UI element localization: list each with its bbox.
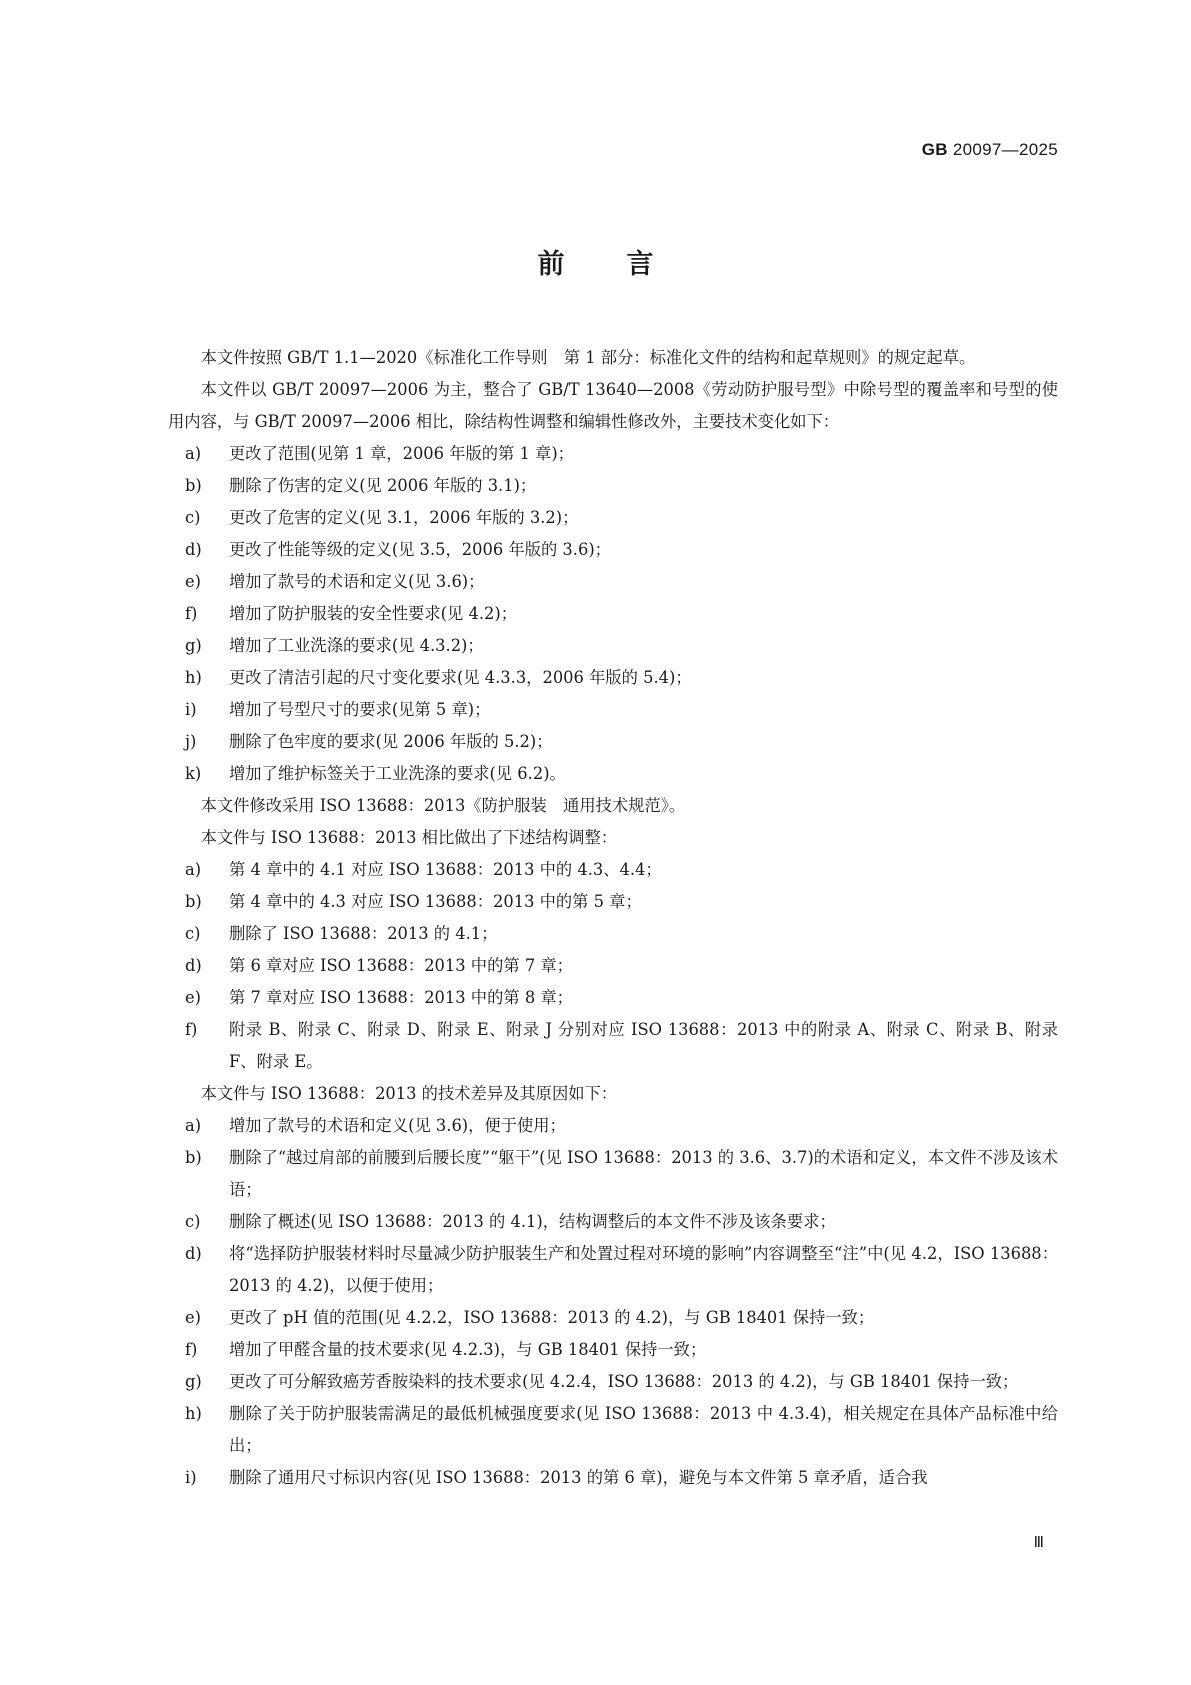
list-item: i) 删除了通用尺寸标识内容(见 ISO 13688：2013 的第 6 章)，避免与本文件第 5 章矛盾，适合我 — [185, 1468, 928, 1487]
structure-list — [168, 854, 1058, 1078]
intro-paragraph: 本文件以 GB/T 20097—2006 为主，整合了 GB/T 13640—2008《劳动防护服号型》中除号型的覆盖率和号型的使用内容，与 GB/T 20097—2006 相比，除结构性调整和编辑性修改外，主要技术变化如下： — [168, 380, 1058, 431]
list-item: d) 更改了性能等级的定义(见 3.5，2006 年版的 3.6)； — [185, 540, 611, 559]
page-title: 前言 — [537, 249, 716, 280]
list-item: j) 删除了色牢度的要求(见 2006 年版的 5.2)； — [185, 732, 553, 751]
technical-differences-list — [168, 1110, 1058, 1494]
page-number: Ⅲ — [1033, 1535, 1044, 1551]
changes-list — [168, 438, 1058, 790]
list-item: a) 增加了款号的术语和定义(见 3.6)，便于使用； — [185, 1116, 566, 1135]
list-item: e) 更改了 pH 值的范围(见 4.2.2，ISO 13688：2013 的 4.2)，与 GB 18401 保持一致； — [185, 1308, 875, 1327]
intro-paragraph: 本文件按照 GB/T 1.1—2020《标准化工作导则 第 1 部分：标准化文件的结构和起草规则》的规定起草。 — [200, 348, 976, 367]
list-item: e) 第 7 章对应 ISO 13688：2013 中的第 8 章； — [185, 988, 573, 1007]
adoption-statement: 本文件修改采用 ISO 13688：2013《防护服装 通用技术规范》。 — [200, 796, 686, 815]
list-item: h) 更改了清洁引起的尺寸变化要求(见 4.3.3，2006 年版的 5.4)； — [185, 668, 692, 687]
list-item: h) 删除了关于防护服装需满足的最低机械强度要求(见 ISO 13688：2013 中 4.3.4)，相关规定在具体产品标准中给出； — [185, 1404, 1058, 1455]
list-item: c) 删除了概述(见 ISO 13688：2013 的 4.1)，结构调整后的本文件不涉及该条要求； — [185, 1212, 836, 1231]
list-item: k) 增加了维护标签关于工业洗涤的要求(见 6.2)。 — [185, 764, 566, 783]
document-code — [922, 140, 1058, 160]
foreword-body — [168, 342, 1058, 1494]
list-item: b) 第 4 章中的 4.3 对应 ISO 13688：2013 中的第 5 章； — [185, 892, 642, 911]
list-item: a) 第 4 章中的 4.1 对应 ISO 13688：2013 中的 4.3、4.4； — [185, 860, 662, 879]
list-item: d) 第 6 章对应 ISO 13688：2013 中的第 7 章； — [185, 956, 573, 975]
list-item: g) 增加了工业洗涤的要求(见 4.3.2)； — [185, 636, 484, 655]
standard-prefix: GB — [921, 140, 948, 159]
list-item: e) 增加了款号的术语和定义(见 3.6)； — [185, 572, 485, 591]
structure-intro: 本文件与 ISO 13688：2013 相比做出了下述结构调整： — [200, 828, 618, 847]
technical-differences-intro: 本文件与 ISO 13688：2013 的技术差异及其原因如下： — [200, 1084, 618, 1103]
list-item: b) 删除了“越过肩部的前腰到后腰长度”“躯干”(见 ISO 13688：2013 的 3.6、3.7)的术语和定义，本文件不涉及该术语； — [185, 1148, 1058, 1199]
list-item: f) 附录 B、附录 C、附录 D、附录 E、附录 J 分别对应 ISO 13688：2013 中的附录 A、附录 C、附录 B、附录 F、附录 E。 — [185, 1020, 1058, 1071]
standard-number: 20097—2025 — [952, 140, 1058, 159]
list-item: a) 更改了范围(见第 1 章，2006 年版的第 1 章)； — [185, 444, 574, 463]
list-item: d) 将“选择防护服装材料时尽量减少防护服装生产和处置过程对环境的影响”内容调整至“注”中(见 4.2，ISO 13688：2013 的 4.2)，以便于使用； — [185, 1244, 1058, 1295]
list-item: c) 更改了危害的定义(见 3.1，2006 年版的 3.2)； — [185, 508, 579, 527]
list-item: g) 更改了可分解致癌芳香胺染料的技术要求(见 4.2.4，ISO 13688：2013 的 4.2)，与 GB 18401 保持一致； — [185, 1372, 1019, 1391]
list-item: i) 增加了号型尺寸的要求(见第 5 章)； — [185, 700, 491, 719]
list-item: b) 删除了伤害的定义(见 2006 年版的 3.1)； — [185, 476, 537, 495]
list-item: c) 删除了 ISO 13688：2013 的 4.1； — [185, 924, 498, 943]
list-item: f) 增加了甲醛含量的技术要求(见 4.2.3)，与 GB 18401 保持一致； — [185, 1340, 707, 1359]
list-item: f) 增加了防护服装的安全性要求(见 4.2)； — [185, 604, 517, 623]
